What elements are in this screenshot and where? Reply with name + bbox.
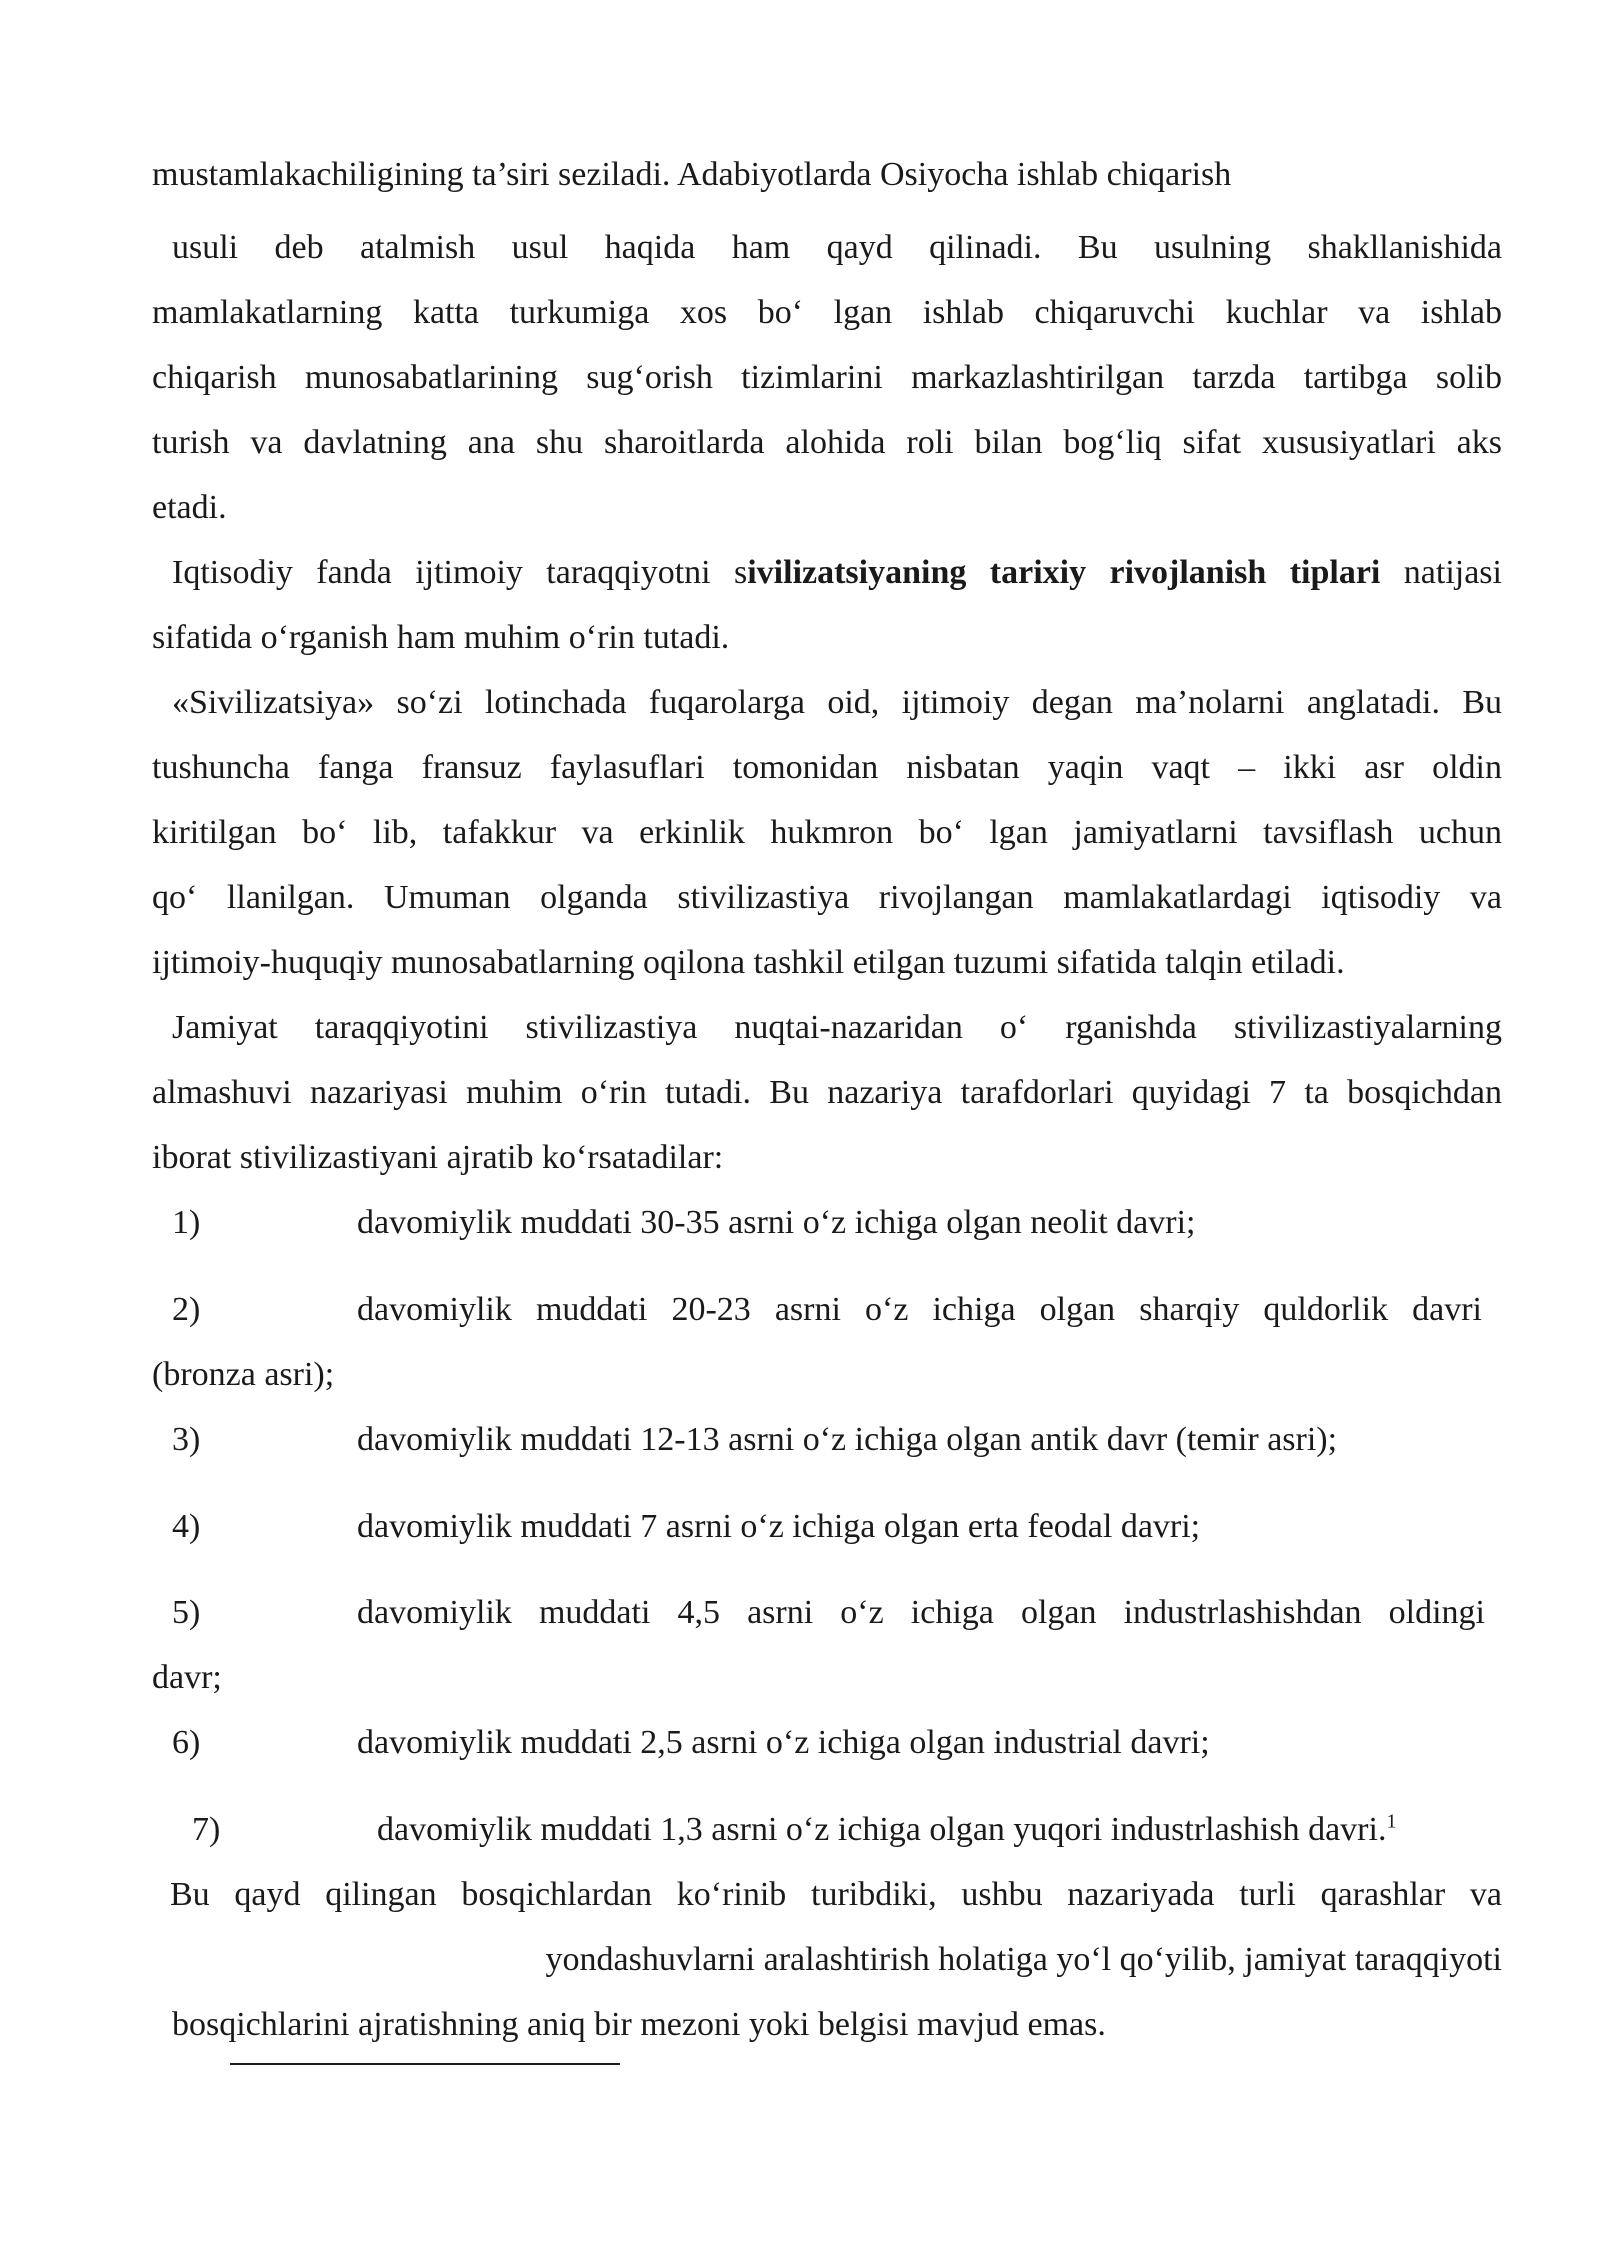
list-item-7-label: davomiylik muddati 1,3 asrni o‘z ichiga olgan yuqori industrlashish davri. [377, 1811, 1387, 1848]
paragraph-3-line-5: ijtimoiy-huquqiy munosabatlarning oqilona tashkil etilgan tuzumi sifatida talqin etiladi. [152, 944, 1345, 981]
paragraph-3-line-1: «Sivilizatsiya» so‘zi lotinchada fuqarolarga oid, ijtimoiy degan ma’nolarni anglatadi. Bu [172, 684, 1502, 721]
paragraph-5-line-2: yondashuvlarni aralashtirish holatiga yo‘l qo‘yilib, jamiyat taraqqiyoti [545, 1941, 1502, 1978]
list-item-7-text [377, 1810, 1396, 1850]
list-item-7-number: 7) [192, 1811, 221, 1848]
paragraph-2-line-2: sifatida o‘rganish ham muhim o‘rin tutadi. [152, 619, 730, 656]
footnote-separator [230, 2063, 620, 2065]
paragraph-3-line-2: tushuncha fanga fransuz faylasuflari tomonidan nisbatan yaqin vaqt – ikki asr oldin [152, 749, 1502, 786]
paragraph-4-line-1: Jamiyat taraqqiyotini stivilizastiya nuqtai-nazaridan o‘ rganishda stivilizastiyalarning [172, 1009, 1502, 1046]
footnote-reference: 1 [1386, 1810, 1397, 1833]
paragraph-4-line-3: iborat stivilizastiyani ajratib ko‘rsatadilar: [152, 1139, 724, 1176]
list-item-2-continuation: (bronza asri); [152, 1356, 335, 1393]
list-item-4-number: 4) [172, 1508, 201, 1545]
list-item-5-continuation: davr; [152, 1659, 222, 1696]
list-item-1-text: davomiylik muddati 30-35 asrni o‘z ichiga olgan neolit davri; [357, 1204, 1196, 1241]
paragraph-1-line-3: mamlakatlarning katta turkumiga xos bo‘ lgan ishlab chiqaruvchi kuchlar va ishlab [152, 294, 1502, 331]
paragraph-5-line-3: bosqichlarini ajratishning aniq bir mezoni yoki belgisi mavjud emas. [172, 2006, 1106, 2043]
list-item-4-text: davomiylik muddati 7 asrni o‘z ichiga olgan erta feodal davri; [357, 1508, 1201, 1545]
paragraph-2-text-end: natijasi [1380, 554, 1502, 591]
paragraph-1-line-4: chiqarish munosabatlarining sug‘orish tizimlarini markazlashtirilgan tarzda tartibga solib [152, 359, 1502, 396]
list-item-6-number: 6) [172, 1724, 201, 1761]
list-item-2-number: 2) [172, 1291, 201, 1328]
list-item-1-number: 1) [172, 1204, 201, 1241]
paragraph-2-line-1 [172, 553, 1502, 593]
list-item-5-number: 5) [172, 1594, 201, 1631]
paragraph-1-line-1: mustamlakachiligining ta’siri seziladi. Adabiyotlarda Osiyocha ishlab chiqarish [152, 156, 1232, 193]
paragraph-2-bold-term: ivilizatsiyaning tarixiy rivojlanish tiplari [747, 554, 1381, 591]
paragraph-2-text-start: Iqtisodiy fanda ijtimoiy taraqqiyotni s [172, 554, 748, 591]
paragraph-1-line-2: usuli deb atalmish usul haqida ham qayd qilinadi. Bu usulning shakllanishida [172, 229, 1502, 266]
paragraph-3-line-4: qo‘ llanilgan. Umuman olganda stivilizastiya rivojlangan mamlakatlardagi iqtisodiy va [152, 879, 1502, 916]
list-item-5-text: davomiylik muddati 4,5 asrni o‘z ichiga olgan industrlashishdan oldingi [357, 1594, 1485, 1631]
paragraph-1-line-6: etadi. [152, 489, 227, 526]
list-item-2-text: davomiylik muddati 20-23 asrni o‘z ichiga olgan sharqiy quldorlik davri [357, 1291, 1482, 1328]
paragraph-5-line-1: Bu qayd qilingan bosqichlardan ko‘rinib turibdiki, ushbu nazariyada turli qarashlar va [170, 1876, 1502, 1913]
list-item-3-number: 3) [172, 1421, 201, 1458]
list-item-6-text: davomiylik muddati 2,5 asrni o‘z ichiga olgan industrial davri; [357, 1724, 1210, 1761]
list-item-3-text: davomiylik muddati 12-13 asrni o‘z ichiga olgan antik davr (temir asri); [357, 1421, 1338, 1458]
paragraph-4-line-2: almashuvi nazariyasi muhim o‘rin tutadi. Bu nazariya tarafdorlari quyidagi 7 ta bosqichdan [152, 1074, 1502, 1111]
paragraph-3-line-3: kiritilgan bo‘ lib, tafakkur va erkinlik hukmron bo‘ lgan jamiyatlarni tavsiflash uchun [152, 814, 1502, 851]
paragraph-1-line-5: turish va davlatning ana shu sharoitlarda alohida roli bilan bog‘liq sifat xususiyatlari aks [152, 424, 1502, 461]
